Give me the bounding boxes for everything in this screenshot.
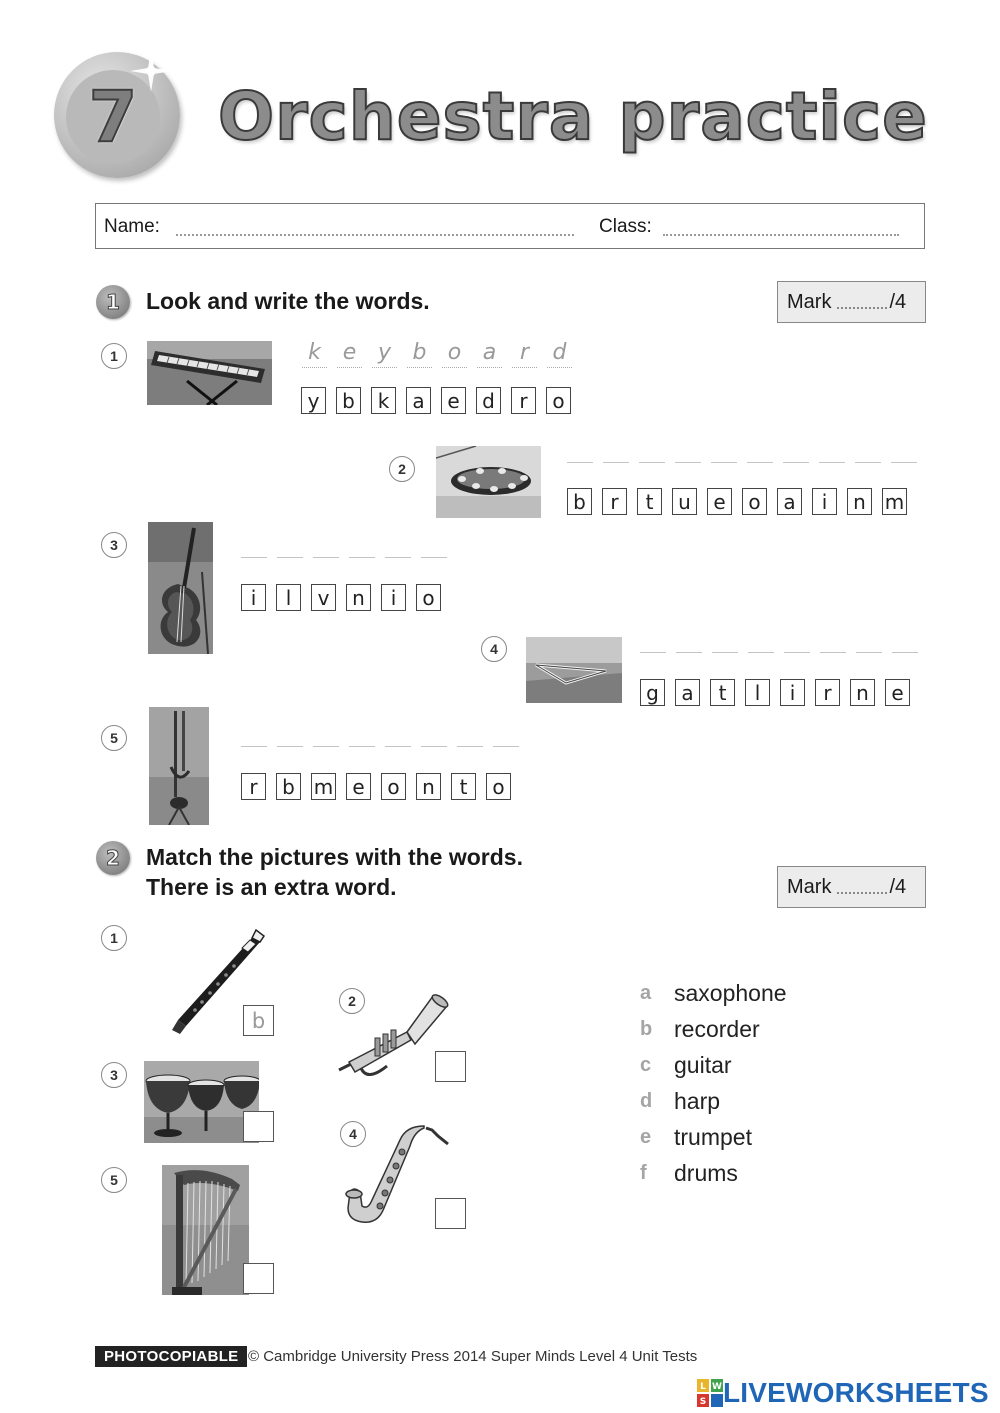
- drums-picture: [144, 1061, 259, 1143]
- word-option: [640, 975, 787, 1011]
- word-list: [640, 975, 787, 1191]
- letter-tile: b: [276, 773, 301, 800]
- letter-tile: d: [476, 387, 501, 414]
- trombone-picture: [149, 707, 209, 825]
- section-2-title-line-2: There is an extra word.: [146, 874, 397, 900]
- item-2-answer-lines[interactable]: [567, 462, 917, 463]
- answer-letter: e: [337, 340, 362, 368]
- word-option: [640, 1011, 787, 1047]
- item-number: 5: [101, 725, 127, 751]
- section-2-title-line-1: Match the pictures with the words.: [146, 844, 523, 870]
- picture-2-answer-box[interactable]: [435, 1051, 466, 1082]
- option-letter: a: [640, 981, 652, 1004]
- letter-tile: r: [511, 387, 536, 414]
- letter-tile: r: [241, 773, 266, 800]
- liveworksheets-text: LIVEWORKSHEETS: [723, 1377, 989, 1408]
- letter-tile: l: [745, 679, 770, 706]
- option-word: guitar: [674, 1051, 732, 1078]
- name-field[interactable]: [176, 234, 574, 236]
- letter-tile: y: [301, 387, 326, 414]
- letter-tile: i: [780, 679, 805, 706]
- item-5-answer-lines[interactable]: [241, 746, 519, 747]
- word-option: [640, 1047, 787, 1083]
- letter-tile: o: [416, 584, 441, 611]
- letter-tile: b: [336, 387, 361, 414]
- item-2-tiles: [567, 488, 907, 515]
- letter-tile: t: [710, 679, 735, 706]
- class-field[interactable]: [663, 234, 899, 236]
- sparkle-icon: [128, 48, 174, 94]
- letter-tile: m: [882, 488, 907, 515]
- letter-tile: o: [486, 773, 511, 800]
- letter-tile: k: [371, 387, 396, 414]
- name-label: Name:: [104, 216, 160, 237]
- option-word: saxophone: [674, 979, 787, 1006]
- option-letter: f: [640, 1161, 647, 1184]
- letter-tile: a: [406, 387, 431, 414]
- letter-tile: e: [346, 773, 371, 800]
- tambourine-picture: [436, 446, 541, 518]
- letter-tile: n: [346, 584, 371, 611]
- mark-label: Mark: [787, 290, 832, 313]
- section-2-badge: [96, 841, 130, 875]
- copyright-text: © Cambridge University Press 2014 Super Minds Level 4 Unit Tests: [248, 1348, 698, 1365]
- word-option: [640, 1119, 787, 1155]
- word-option: [640, 1155, 787, 1191]
- section-1-title: Look and write the words.: [146, 288, 430, 314]
- item-number: 3: [101, 532, 127, 558]
- letter-tile: o: [742, 488, 767, 515]
- letter-tile: a: [675, 679, 700, 706]
- item-number: 4: [481, 636, 507, 662]
- option-letter: c: [640, 1053, 652, 1076]
- item-number: 3: [101, 1062, 127, 1088]
- letter-tile: u: [672, 488, 697, 515]
- saxophone-picture: [346, 1126, 448, 1222]
- triangle-picture: [526, 637, 622, 703]
- item-4-tiles: [640, 679, 910, 706]
- section-1-number: 1: [106, 290, 120, 314]
- letter-tile: r: [602, 488, 627, 515]
- liveworksheets-logo[interactable]: [697, 1377, 989, 1409]
- trumpet-picture: [337, 992, 449, 1080]
- letter-tile: t: [637, 488, 662, 515]
- picture-5-answer-box[interactable]: [243, 1263, 274, 1294]
- letter-tile: v: [311, 584, 336, 611]
- letter-tile: o: [381, 773, 406, 800]
- logo-letter: S: [699, 1397, 707, 1407]
- picture-3-answer-box[interactable]: [243, 1111, 274, 1142]
- word-option: [640, 1083, 787, 1119]
- item-number: 1: [101, 343, 127, 369]
- letter-tile: m: [311, 773, 336, 800]
- item-3-answer-lines[interactable]: [241, 557, 447, 558]
- option-word: recorder: [674, 1015, 760, 1042]
- item-4-answer-lines[interactable]: [640, 652, 918, 653]
- item-number: 4: [340, 1121, 366, 1147]
- picture-4-answer-box[interactable]: [435, 1198, 466, 1229]
- answer-letter: k: [302, 340, 327, 368]
- photocopiable-badge: PHOTOCOPIABLE: [95, 1346, 247, 1367]
- answer-letter: a: [477, 340, 502, 368]
- section-1-mark: [777, 281, 926, 323]
- section-1-badge: [96, 285, 130, 319]
- mark-label: Mark: [787, 875, 832, 898]
- mark-field[interactable]: [837, 295, 887, 309]
- name-class-box: [95, 203, 925, 249]
- letter-tile: n: [850, 679, 875, 706]
- answer-letter: d: [547, 340, 572, 368]
- page-title: Orchestra practice: [218, 78, 928, 155]
- letter-tile: e: [707, 488, 732, 515]
- option-word: harp: [674, 1087, 721, 1114]
- letter-tile: i: [241, 584, 266, 611]
- picture-1-answer-box[interactable]: b: [243, 1005, 274, 1036]
- section-2-number: 2: [106, 846, 120, 870]
- section-2-mark: [777, 866, 926, 908]
- letter-tile: o: [546, 387, 571, 414]
- letter-tile: a: [777, 488, 802, 515]
- logo-letter: L: [700, 1382, 706, 1392]
- option-letter: d: [640, 1089, 653, 1112]
- item-number: 2: [339, 988, 365, 1014]
- item-number: 2: [389, 456, 415, 482]
- liveworksheets-logo-icon: [697, 1379, 723, 1407]
- item-1-answer: [302, 340, 572, 368]
- answer-letter: b: [407, 340, 432, 368]
- answer-letter: r: [512, 340, 537, 368]
- item-5-tiles: [241, 773, 511, 800]
- item-1-tiles: [301, 387, 571, 414]
- logo-letter: W: [712, 1382, 722, 1392]
- item-number: 5: [101, 1167, 127, 1193]
- violin-picture: [148, 522, 213, 654]
- letter-tile: n: [416, 773, 441, 800]
- answer-letter: o: [442, 340, 467, 368]
- letter-tile: b: [567, 488, 592, 515]
- mark-total: /4: [889, 290, 907, 313]
- letter-tile: r: [815, 679, 840, 706]
- option-letter: b: [640, 1017, 653, 1040]
- section-2-title: [146, 842, 523, 902]
- option-word: trumpet: [674, 1123, 752, 1150]
- letter-tile: i: [381, 584, 406, 611]
- item-number: 1: [101, 925, 127, 951]
- keyboard-picture: [147, 341, 272, 405]
- mark-total: /4: [889, 875, 907, 898]
- letter-tile: e: [885, 679, 910, 706]
- unit-number: 7: [88, 76, 138, 158]
- letter-tile: n: [847, 488, 872, 515]
- letter-tile: g: [640, 679, 665, 706]
- option-word: drums: [674, 1159, 738, 1186]
- letter-tile: l: [276, 584, 301, 611]
- letter-tile: e: [441, 387, 466, 414]
- mark-field[interactable]: [837, 880, 887, 894]
- letter-tile: t: [451, 773, 476, 800]
- option-letter: e: [640, 1125, 652, 1148]
- class-label: Class:: [599, 216, 652, 237]
- item-3-tiles: [241, 584, 441, 611]
- letter-tile: i: [812, 488, 837, 515]
- harp-picture: [162, 1165, 249, 1295]
- answer-letter: y: [372, 340, 397, 368]
